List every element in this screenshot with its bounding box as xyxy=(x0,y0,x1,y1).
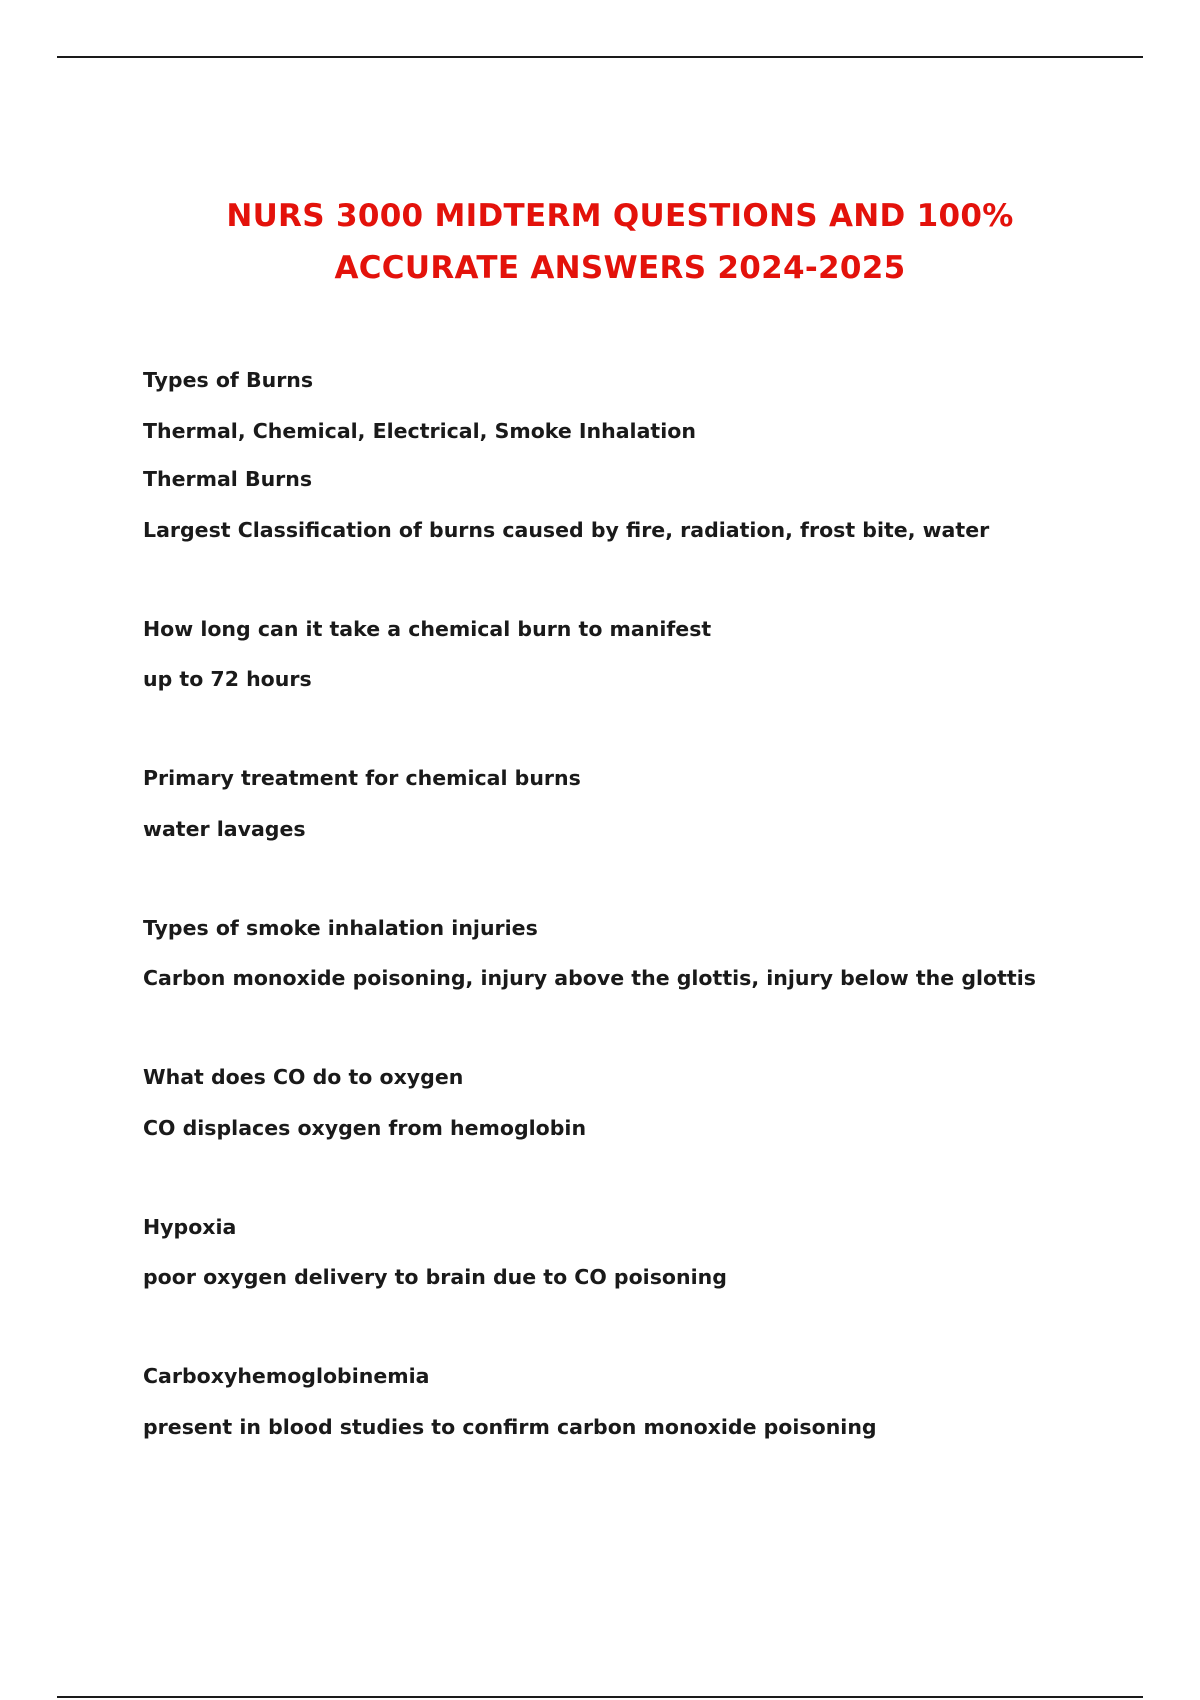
question-hypoxia: Hypoxia xyxy=(143,1215,237,1239)
question-smoke-inhalation-types: Types of smoke inhalation injuries xyxy=(143,916,538,940)
title-line-1: NURS 3000 MIDTERM QUESTIONS AND 100% xyxy=(226,198,1014,234)
question-chemical-burn-treatment: Primary treatment for chemical burns xyxy=(143,766,581,790)
answer-types-of-burns: Thermal, Chemical, Electrical, Smoke Inhalation xyxy=(143,419,696,443)
document-title xyxy=(0,190,1200,294)
answer-smoke-inhalation-types: Carbon monoxide poisoning, injury above the glottis, injury below the glottis xyxy=(143,966,1036,990)
question-carboxyhemoglobinemia: Carboxyhemoglobinemia xyxy=(143,1364,430,1388)
answer-co-oxygen: CO displaces oxygen from hemoglobin xyxy=(143,1116,587,1140)
answer-chemical-burn-treatment: water lavages xyxy=(143,817,306,841)
bottom-rule xyxy=(57,1696,1143,1698)
answer-chemical-burn-manifest: up to 72 hours xyxy=(143,667,312,691)
question-types-of-burns: Types of Burns xyxy=(143,368,314,392)
question-thermal-burns: Thermal Burns xyxy=(143,467,313,491)
answer-carboxyhemoglobinemia: present in blood studies to confirm carbon monoxide poisoning xyxy=(143,1415,877,1439)
question-chemical-burn-manifest: How long can it take a chemical burn to manifest xyxy=(143,617,712,641)
top-rule xyxy=(57,56,1143,58)
question-co-oxygen: What does CO do to oxygen xyxy=(143,1065,464,1089)
title-line-2: ACCURATE ANSWERS 2024-2025 xyxy=(334,250,906,286)
answer-thermal-burns: Largest Classification of burns caused by fire, radiation, frost bite, water xyxy=(143,518,990,542)
answer-hypoxia: poor oxygen delivery to brain due to CO poisoning xyxy=(143,1265,727,1289)
